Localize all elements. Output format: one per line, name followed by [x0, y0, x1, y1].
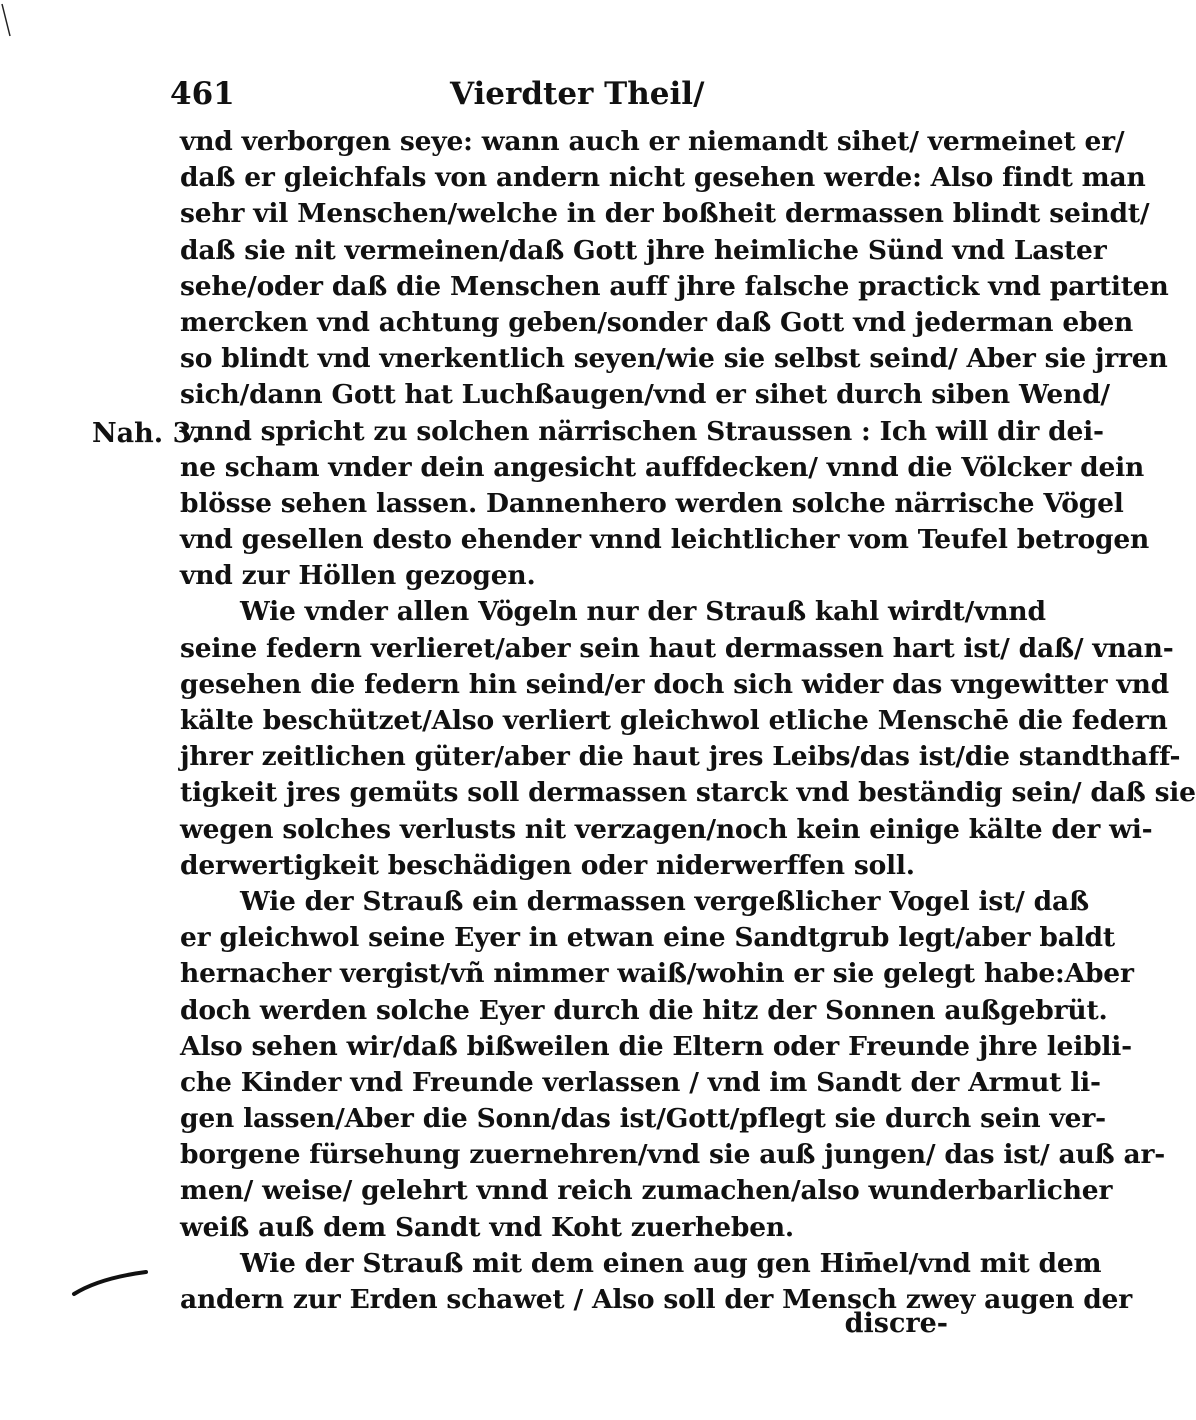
text-line: derwertigkeit beschädigen oder niderwerffen soll. — [180, 849, 915, 881]
text-line: vnd zur Höllen gezogen. — [180, 560, 536, 592]
body-text — [180, 124, 1196, 1318]
text-line: er gleichwol seine Eyer in etwan eine Sandtgrub legt/aber baldt — [180, 922, 1115, 954]
text-line: sehe/oder daß die Menschen auff jhre falsche practick vnd partiten — [180, 270, 1169, 302]
ink-stroke-mark — [70, 1262, 150, 1302]
page-edge-mark — [0, 0, 30, 40]
text-line: che Kinder vnd Freunde verlassen / vnd im Sandt der Armut li- — [180, 1066, 1101, 1098]
text-line: men/ weise/ gelehrt vnnd reich zumachen/also wunderbarlicher — [180, 1175, 1113, 1207]
text-line: Wie der Strauß mit dem einen aug gen Him̄el/vnd mit dem — [240, 1247, 1102, 1279]
text-line: vnd verborgen seye: wann auch er niemandt sihet/ vermeinet er/ — [180, 126, 1125, 157]
text-line: kälte beschützet/Also verliert gleichwol etliche Menschē die federn — [180, 705, 1168, 736]
text-line: sich/dann Gott hat Luchßaugen/vnd er sihet durch siben Wend/ — [180, 379, 1110, 411]
text-line: seine federn verlieret/aber sein haut dermassen hart ist/ daß/ vnan- — [180, 632, 1174, 664]
text-line: vnnd spricht zu solchen närrischen Straussen : Ich will dir dei- — [180, 415, 1104, 447]
text-line: tigkeit jres gemüts soll dermassen starck vnd beständig sein/ daß sie — [180, 777, 1196, 809]
text-line: gen lassen/Aber die Sonn/das ist/Gott/pflegt sie durch sein ver- — [180, 1103, 1106, 1135]
text-line: Wie vnder allen Vögeln nur der Strauß kahl wirdt/vnnd — [240, 596, 1046, 628]
text-line: wegen solches verlusts nit verzagen/noch kein einige kälte der wi- — [180, 813, 1153, 845]
text-line: doch werden solche Eyer durch die hitz der Sonnen außgebrüt. — [180, 994, 1108, 1026]
text-line: andern zur Erden schawet / Also soll der Mensch zwey augen der — [180, 1284, 1132, 1315]
text-line: borgene fürsehung zuernehren/vnd sie auß jungen/ das ist/ auß ar- — [180, 1139, 1166, 1171]
text-line: Also sehen wir/daß bißweilen die Eltern oder Freunde jhre leibli- — [180, 1030, 1132, 1062]
running-head: Vierdter Theil/ — [450, 76, 705, 112]
text-line: Wie der Strauß ein dermassen vergeßlicher Vogel ist/ daß — [240, 885, 1089, 917]
text-line: mercken vnd achtung geben/sonder daß Gott vnd jederman eben — [180, 306, 1134, 338]
text-line: ne scham vnder dein angesicht auffdecken/ vnnd die Völcker dein — [180, 451, 1145, 483]
margin-note: Nah. 3. — [92, 418, 201, 449]
text-line: so blindt vnd vnerkentlich seyen/wie sie selbst seind/ Aber sie jrren — [180, 343, 1168, 375]
text-line: jhrer zeitlichen güter/aber die haut jres Leibs/das ist/die standthaff- — [180, 741, 1181, 773]
text-line: vnd gesellen desto ehender vnnd leichtlicher vom Teufel betrogen — [180, 524, 1150, 556]
page-header — [170, 76, 950, 116]
text-line: hernacher vergist/vñ nimmer waiß/wohin er sie gelegt habe:Aber — [180, 958, 1134, 990]
text-line: sehr vil Menschen/welche in der boßheit dermassen blindt seindt/ — [180, 198, 1150, 230]
text-line: daß sie nit vermeinen/daß Gott jhre heimliche Sünd vnd Laster — [180, 234, 1107, 266]
text-line: weiß auß dem Sandt vnd Koht zuerheben. — [180, 1211, 794, 1243]
text-line: daß er gleichfals von andern nicht gesehen werde: Also findt man — [180, 162, 1146, 194]
text-line: gesehen die federn hin seind/er doch sich wider das vngewitter vnd — [180, 668, 1169, 700]
page-number: 461 — [170, 76, 235, 112]
catchword: discre- — [844, 1308, 948, 1339]
text-line: blösse sehen lassen. Dannenhero werden solche närrische Vögel — [180, 487, 1124, 519]
